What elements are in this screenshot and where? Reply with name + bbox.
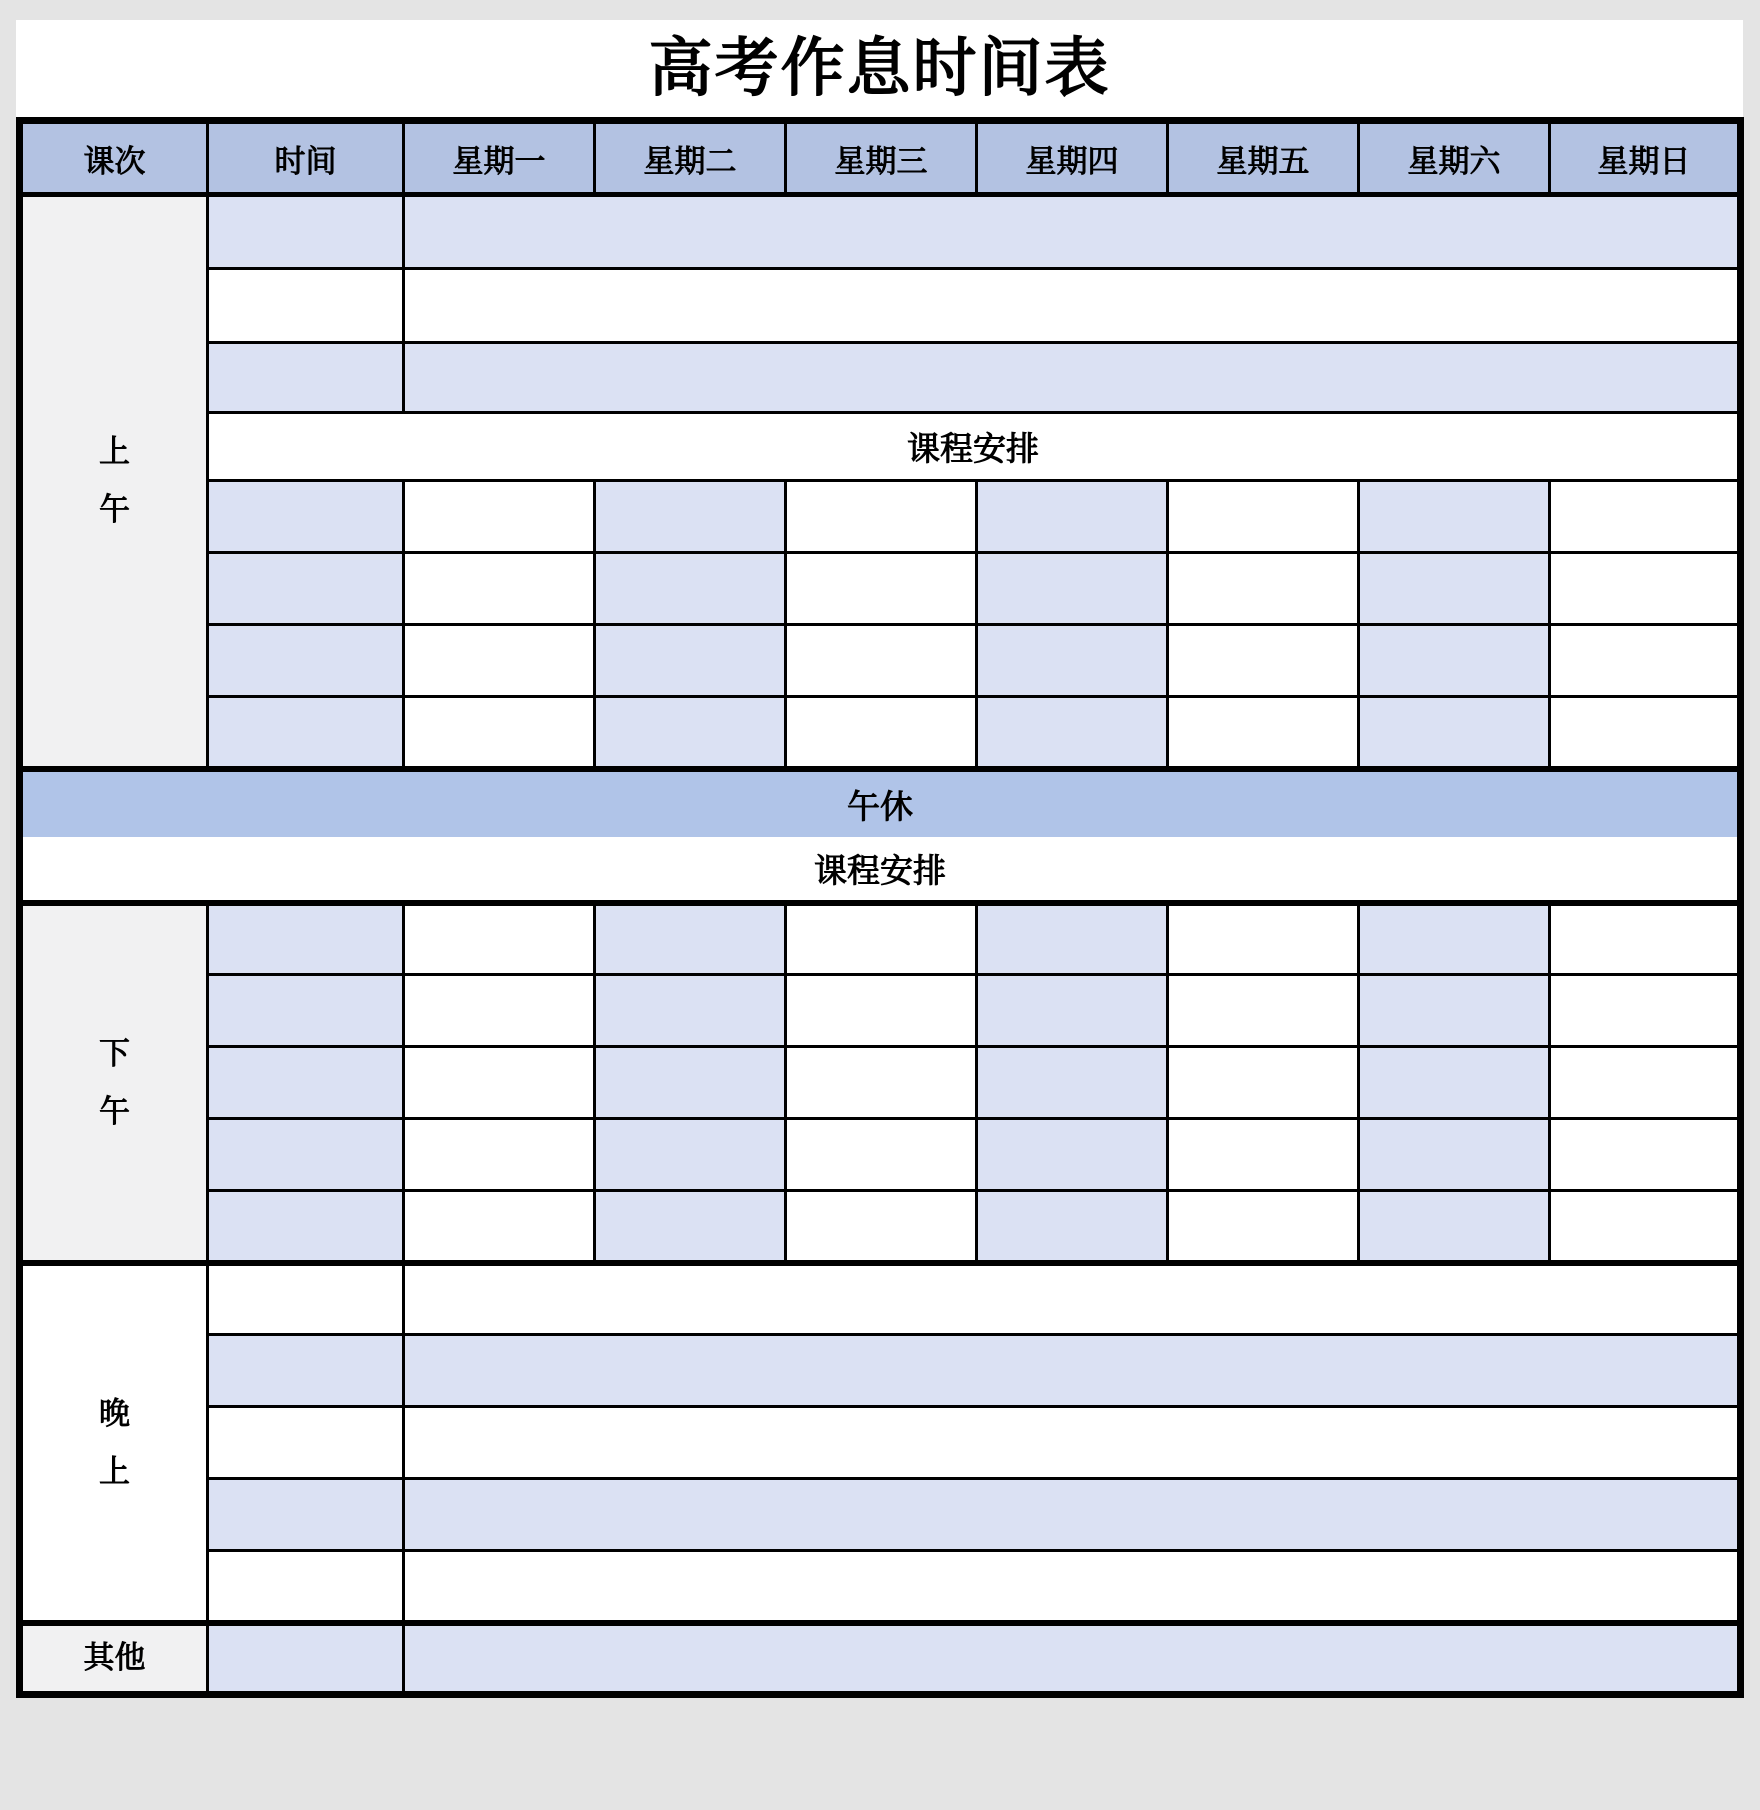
schedule-cell-wednesday <box>786 1119 977 1191</box>
schedule-cell-friday <box>1168 481 1359 553</box>
merged-week-cell <box>404 1551 1741 1623</box>
noon-course-banner-row <box>20 837 1741 903</box>
schedule-cell-tuesday <box>595 1191 786 1263</box>
other-section-label: 其他 <box>20 1623 208 1695</box>
schedule-cell-monday <box>404 481 595 553</box>
schedule-cell-thursday <box>977 697 1168 769</box>
header-sunday: 星期日 <box>1550 121 1741 195</box>
schedule-cell-monday <box>404 553 595 625</box>
time-cell <box>208 697 404 769</box>
schedule-cell-wednesday <box>786 903 977 975</box>
schedule-cell-tuesday <box>595 553 786 625</box>
header-saturday: 星期六 <box>1359 121 1550 195</box>
schedule-cell-tuesday <box>595 975 786 1047</box>
time-cell <box>208 1263 404 1335</box>
schedule-cell-friday <box>1168 1191 1359 1263</box>
course-banner-morning: 课程安排 <box>208 413 1741 481</box>
morning-row-1 <box>20 195 1741 269</box>
header-wednesday: 星期三 <box>786 121 977 195</box>
other-row <box>20 1623 1741 1695</box>
noon-break-band: 午休 <box>20 769 1741 837</box>
header-friday: 星期五 <box>1168 121 1359 195</box>
schedule-cell-monday <box>404 625 595 697</box>
schedule-cell-wednesday <box>786 481 977 553</box>
schedule-cell-thursday <box>977 481 1168 553</box>
time-cell <box>208 1191 404 1263</box>
merged-week-cell <box>404 1263 1741 1335</box>
time-cell <box>208 903 404 975</box>
schedule-cell-saturday <box>1359 553 1550 625</box>
time-cell <box>208 1551 404 1623</box>
time-cell <box>208 1047 404 1119</box>
noon-break-row <box>20 769 1741 837</box>
schedule-cell-saturday <box>1359 975 1550 1047</box>
schedule-cell-wednesday <box>786 553 977 625</box>
time-cell <box>208 1623 404 1695</box>
header-thursday: 星期四 <box>977 121 1168 195</box>
time-cell <box>208 1119 404 1191</box>
schedule-cell-monday <box>404 697 595 769</box>
schedule-cell-tuesday <box>595 625 786 697</box>
morning-grid-row-4 <box>20 697 1741 769</box>
schedule-cell-tuesday <box>595 1047 786 1119</box>
morning-grid-row-2 <box>20 553 1741 625</box>
merged-week-cell <box>404 1335 1741 1407</box>
time-cell <box>208 1479 404 1551</box>
schedule-cell-monday <box>404 1119 595 1191</box>
afternoon-grid-row-1 <box>20 903 1741 975</box>
schedule-cell-thursday <box>977 1047 1168 1119</box>
schedule-cell-sunday <box>1550 1047 1741 1119</box>
morning-course-banner-row <box>20 413 1741 481</box>
time-cell <box>208 195 404 269</box>
schedule-cell-wednesday <box>786 625 977 697</box>
evening-row-1 <box>20 1263 1741 1335</box>
schedule-cell-sunday <box>1550 1191 1741 1263</box>
morning-row-3 <box>20 343 1741 413</box>
schedule-cell-saturday <box>1359 1119 1550 1191</box>
schedule-cell-friday <box>1168 625 1359 697</box>
timetable <box>16 117 1744 1698</box>
schedule-cell-sunday <box>1550 481 1741 553</box>
schedule-cell-saturday <box>1359 903 1550 975</box>
afternoon-grid-row-3 <box>20 1047 1741 1119</box>
schedule-cell-sunday <box>1550 975 1741 1047</box>
schedule-cell-sunday <box>1550 625 1741 697</box>
schedule-cell-thursday <box>977 903 1168 975</box>
afternoon-label-char-2: 午 <box>99 1093 130 1129</box>
title-band <box>16 20 1743 117</box>
course-banner-noon: 课程安排 <box>20 837 1741 903</box>
schedule-cell-tuesday <box>595 481 786 553</box>
merged-week-cell <box>404 1479 1741 1551</box>
time-cell <box>208 975 404 1047</box>
schedule-cell-monday <box>404 903 595 975</box>
evening-label-char-1: 晚 <box>99 1395 130 1431</box>
schedule-cell-friday <box>1168 1047 1359 1119</box>
header-tuesday: 星期二 <box>595 121 786 195</box>
schedule-cell-friday <box>1168 903 1359 975</box>
schedule-cell-monday <box>404 975 595 1047</box>
time-cell <box>208 343 404 413</box>
schedule-cell-wednesday <box>786 1047 977 1119</box>
schedule-cell-thursday <box>977 625 1168 697</box>
morning-grid-row-3 <box>20 625 1741 697</box>
schedule-cell-tuesday <box>595 1119 786 1191</box>
time-cell <box>208 481 404 553</box>
morning-label-char-1: 上 <box>99 434 130 470</box>
schedule-cell-tuesday <box>595 903 786 975</box>
schedule-cell-tuesday <box>595 697 786 769</box>
schedule-cell-thursday <box>977 1191 1168 1263</box>
schedule-cell-saturday <box>1359 481 1550 553</box>
time-cell <box>208 1335 404 1407</box>
schedule-cell-monday <box>404 1191 595 1263</box>
afternoon-grid-row-4 <box>20 1119 1741 1191</box>
schedule-cell-wednesday <box>786 975 977 1047</box>
morning-label-char-2: 午 <box>99 492 130 528</box>
merged-week-cell <box>404 269 1741 343</box>
morning-section-label <box>20 195 208 769</box>
schedule-cell-saturday <box>1359 1191 1550 1263</box>
schedule-cell-saturday <box>1359 625 1550 697</box>
schedule-cell-friday <box>1168 1119 1359 1191</box>
schedule-cell-friday <box>1168 553 1359 625</box>
morning-row-2 <box>20 269 1741 343</box>
time-cell <box>208 269 404 343</box>
timetable-page <box>16 20 1743 1698</box>
merged-week-cell <box>404 1623 1741 1695</box>
evening-label-char-2: 上 <box>99 1453 130 1489</box>
schedule-cell-friday <box>1168 975 1359 1047</box>
merged-week-cell <box>404 195 1741 269</box>
schedule-cell-saturday <box>1359 697 1550 769</box>
schedule-cell-thursday <box>977 553 1168 625</box>
time-cell <box>208 625 404 697</box>
time-cell <box>208 553 404 625</box>
afternoon-section-label <box>20 903 208 1263</box>
schedule-cell-wednesday <box>786 697 977 769</box>
header-time: 时间 <box>208 121 404 195</box>
evening-row-3 <box>20 1407 1741 1479</box>
evening-row-5 <box>20 1551 1741 1623</box>
schedule-cell-thursday <box>977 975 1168 1047</box>
page-title: 高考作息时间表 <box>648 32 1111 104</box>
evening-row-2 <box>20 1335 1741 1407</box>
schedule-cell-sunday <box>1550 553 1741 625</box>
merged-week-cell <box>404 343 1741 413</box>
evening-row-4 <box>20 1479 1741 1551</box>
merged-week-cell <box>404 1407 1741 1479</box>
afternoon-grid-row-2 <box>20 975 1741 1047</box>
schedule-cell-sunday <box>1550 903 1741 975</box>
afternoon-grid-row-5 <box>20 1191 1741 1263</box>
schedule-cell-friday <box>1168 697 1359 769</box>
schedule-cell-sunday <box>1550 697 1741 769</box>
schedule-cell-thursday <box>977 1119 1168 1191</box>
header-monday: 星期一 <box>404 121 595 195</box>
header-row <box>20 121 1741 195</box>
schedule-cell-monday <box>404 1047 595 1119</box>
schedule-cell-saturday <box>1359 1047 1550 1119</box>
evening-section-label <box>20 1263 208 1623</box>
schedule-cell-wednesday <box>786 1191 977 1263</box>
afternoon-label-char-1: 下 <box>99 1035 130 1071</box>
header-class-period: 课次 <box>20 121 208 195</box>
time-cell <box>208 1407 404 1479</box>
morning-grid-row-1 <box>20 481 1741 553</box>
schedule-cell-sunday <box>1550 1119 1741 1191</box>
